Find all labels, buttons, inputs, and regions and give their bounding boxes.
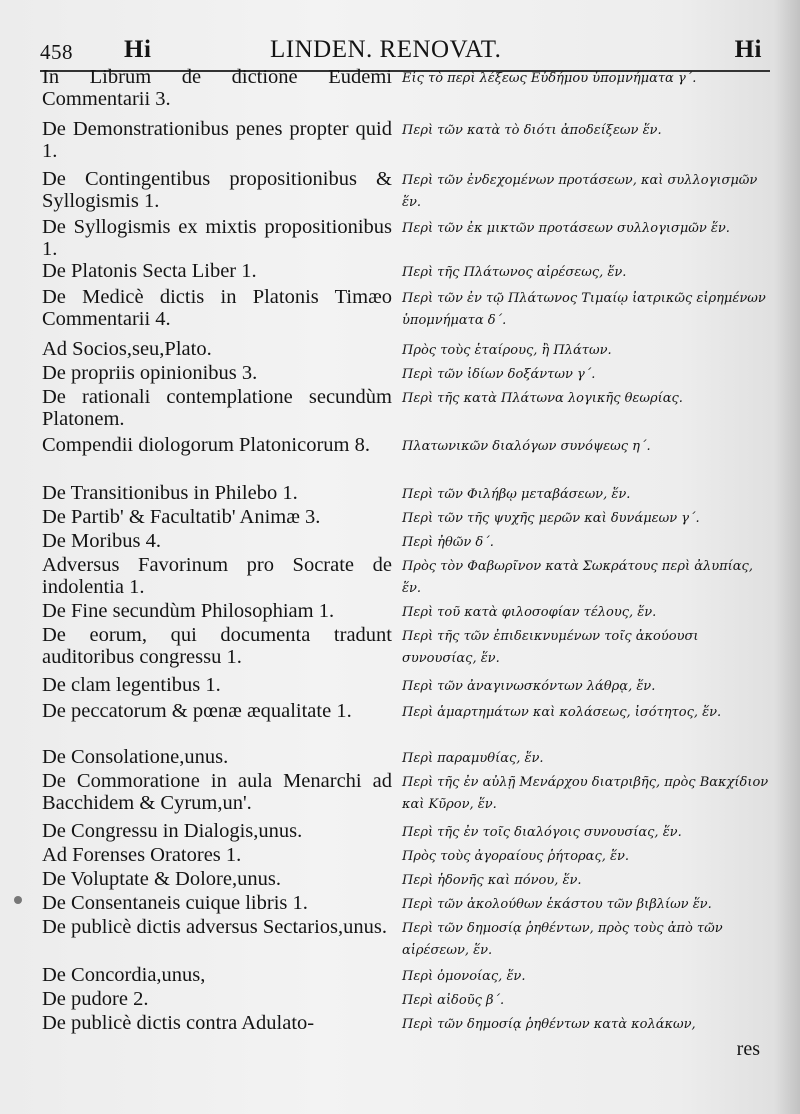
greek-title: Περὶ ἠθῶν δ´.: [402, 535, 494, 550]
greek-title: Πλατωνικῶν διαλόγων συνόψεως η´.: [402, 439, 651, 454]
latin-title: De Demonstrationibus penes propter quid 1.: [42, 118, 392, 162]
binding-mark: [14, 896, 22, 904]
latin-title: De Moribus 4.: [42, 530, 162, 552]
latin-title: Adversus Favorinum pro Socrate de indolentia 1.: [42, 554, 392, 598]
greek-title: Περὶ τῆς τῶν ἐπιδεικνυμένων τοῖς ἀκούουσι συνουσίας, ἕν.: [402, 629, 699, 666]
latin-title: De Transitionibus in Philebo 1.: [42, 482, 298, 504]
greek-title: Περὶ ἁμαρτημάτων καὶ κολάσεως, ἰσότητος, ἕν.: [402, 705, 722, 720]
greek-title: Περὶ τῶν ἰδίων δοξάντων γ´.: [402, 367, 596, 382]
greek-title: Περὶ τῆς ἐν αὐλῇ Μενάρχου διατριβῆς, πρὸς Βακχίδιον καὶ Κῦρον, ἕν.: [402, 775, 769, 812]
latin-title: De publicè dictis adversus Sectarios,unus.: [42, 916, 388, 938]
latin-title: De Medicè dictis in Platonis Timæo Commentarii 4.: [42, 286, 392, 330]
greek-title: Περὶ τῆς κατὰ Πλάτωνα λογικῆς θεωρίας.: [402, 391, 683, 406]
latin-title: Compendii diologorum Platonicorum 8.: [42, 434, 370, 456]
greek-title: Περὶ ὁμονοίας, ἕν.: [402, 969, 526, 984]
page-gutter-shadow: [774, 0, 800, 1114]
latin-title: Ad Forenses Oratores 1.: [42, 844, 242, 866]
greek-title: Περὶ τῶν δημοσίᾳ ῥηθέντων κατὰ κολάκων,: [402, 1017, 696, 1032]
greek-title: Περὶ ἡδονῆς καὶ πόνου, ἕν.: [402, 873, 582, 888]
latin-title: De peccatorum & pœnæ æqualitate 1.: [42, 700, 352, 722]
latin-title: De Voluptate & Dolore,unus.: [42, 868, 281, 890]
latin-title: De propriis opinionibus 3.: [42, 362, 258, 384]
greek-title: Περὶ τῶν δημοσίᾳ ῥηθέντων, πρὸς τοὺς ἀπὸ τῶν αἱρέσεων, ἕν.: [402, 921, 723, 958]
greek-title: Περὶ τῶν ἐνδεχομένων προτάσεων, καὶ συλλογισμῶν ἕν.: [402, 173, 758, 210]
greek-title: Περὶ αἰδοῦς β´.: [402, 993, 505, 1008]
latin-title: De Contingentibus propositionibus & Syllogismis 1.: [42, 168, 392, 212]
latin-title: In Librum de dictione Eudemi Commentarii 3.: [42, 66, 392, 110]
greek-title: Περὶ τῶν ἐν τῷ Πλάτωνος Τιμαίῳ ἰατρικῶς εἰρημένων ὑπομνήματα δ´.: [402, 291, 766, 328]
greek-title: Περὶ τοῦ κατὰ φιλοσοφίαν τέλους, ἕν.: [402, 605, 657, 620]
latin-title: De pudore 2.: [42, 988, 149, 1010]
greek-title: Πρὸς τὸν Φαβωρῖνον κατὰ Σωκράτους περὶ ἀλυπίας, ἕν.: [402, 559, 753, 596]
latin-title: De clam legentibus 1.: [42, 674, 221, 696]
latin-title: De Fine secundùm Philosophiam 1.: [42, 600, 335, 622]
latin-title: De Partib' & Facultatib' Animæ 3.: [42, 506, 321, 528]
greek-title: Περὶ τῶν ἀκολούθων ἑκάστου τῶν βιβλίων ἕν.: [402, 897, 712, 912]
header-keyword-left: Hi: [124, 36, 152, 63]
greek-title: Πρὸς τοὺς ἑταίρους, ἢ Πλάτων.: [402, 343, 612, 358]
latin-title: De publicè dictis contra Adulato-: [42, 1012, 315, 1034]
greek-title: Περὶ παραμυθίας, ἕν.: [402, 751, 544, 766]
greek-title: Περὶ τῶν κατὰ τὸ διότι ἀποδείξεων ἕν.: [402, 123, 662, 138]
greek-title: Περὶ τῶν Φιλήβῳ μεταβάσεων, ἕν.: [402, 487, 631, 502]
greek-title: Εἰς τὸ περὶ λέξεως Εὐδήμου ὑπομνήματα γ´.: [402, 71, 697, 86]
latin-title: De rationali contemplatione secundùm Platonem.: [42, 386, 392, 430]
latin-title: De Commoratione in aula Menarchi ad Bacchidem & Cyrum,un'.: [42, 770, 392, 814]
catchword: res: [736, 1038, 760, 1060]
latin-title: Ad Socios,seu,Plato.: [42, 338, 212, 360]
greek-title: Πρὸς τοὺς ἀγοραίους ῥήτορας, ἕν.: [402, 849, 630, 864]
latin-title: De Congressu in Dialogis,unus.: [42, 820, 303, 842]
header-keyword-right: Hi: [734, 36, 762, 63]
greek-title: Περὶ τῶν ἀναγινωσκόντων λάθρᾳ, ἕν.: [402, 679, 656, 694]
greek-title: Περὶ τῶν τῆς ψυχῆς μερῶν καὶ δυνάμεων γ´.: [402, 511, 700, 526]
latin-title: De Consolatione,unus.: [42, 746, 229, 768]
greek-title: Περὶ τῶν ἐκ μικτῶν προτάσεων συλλογισμῶν ἕν.: [402, 221, 730, 236]
page-number: 458: [40, 40, 73, 64]
latin-title: De eorum, qui documenta tradunt auditoribus congressu 1.: [42, 624, 392, 668]
running-title: LINDEN. RENOVAT.: [270, 36, 502, 63]
greek-title: Περὶ τῆς Πλάτωνος αἱρέσεως, ἕν.: [402, 265, 627, 280]
running-header: [40, 36, 770, 70]
latin-title: De Syllogismis ex mixtis propositionibus 1.: [42, 216, 392, 260]
latin-title: De Consentaneis cuique libris 1.: [42, 892, 308, 914]
latin-title: De Platonis Secta Liber 1.: [42, 260, 257, 282]
latin-title: De Concordia,unus,: [42, 964, 206, 986]
greek-title: Περὶ τῆς ἐν τοῖς διαλόγοις συνουσίας, ἕν.: [402, 825, 682, 840]
